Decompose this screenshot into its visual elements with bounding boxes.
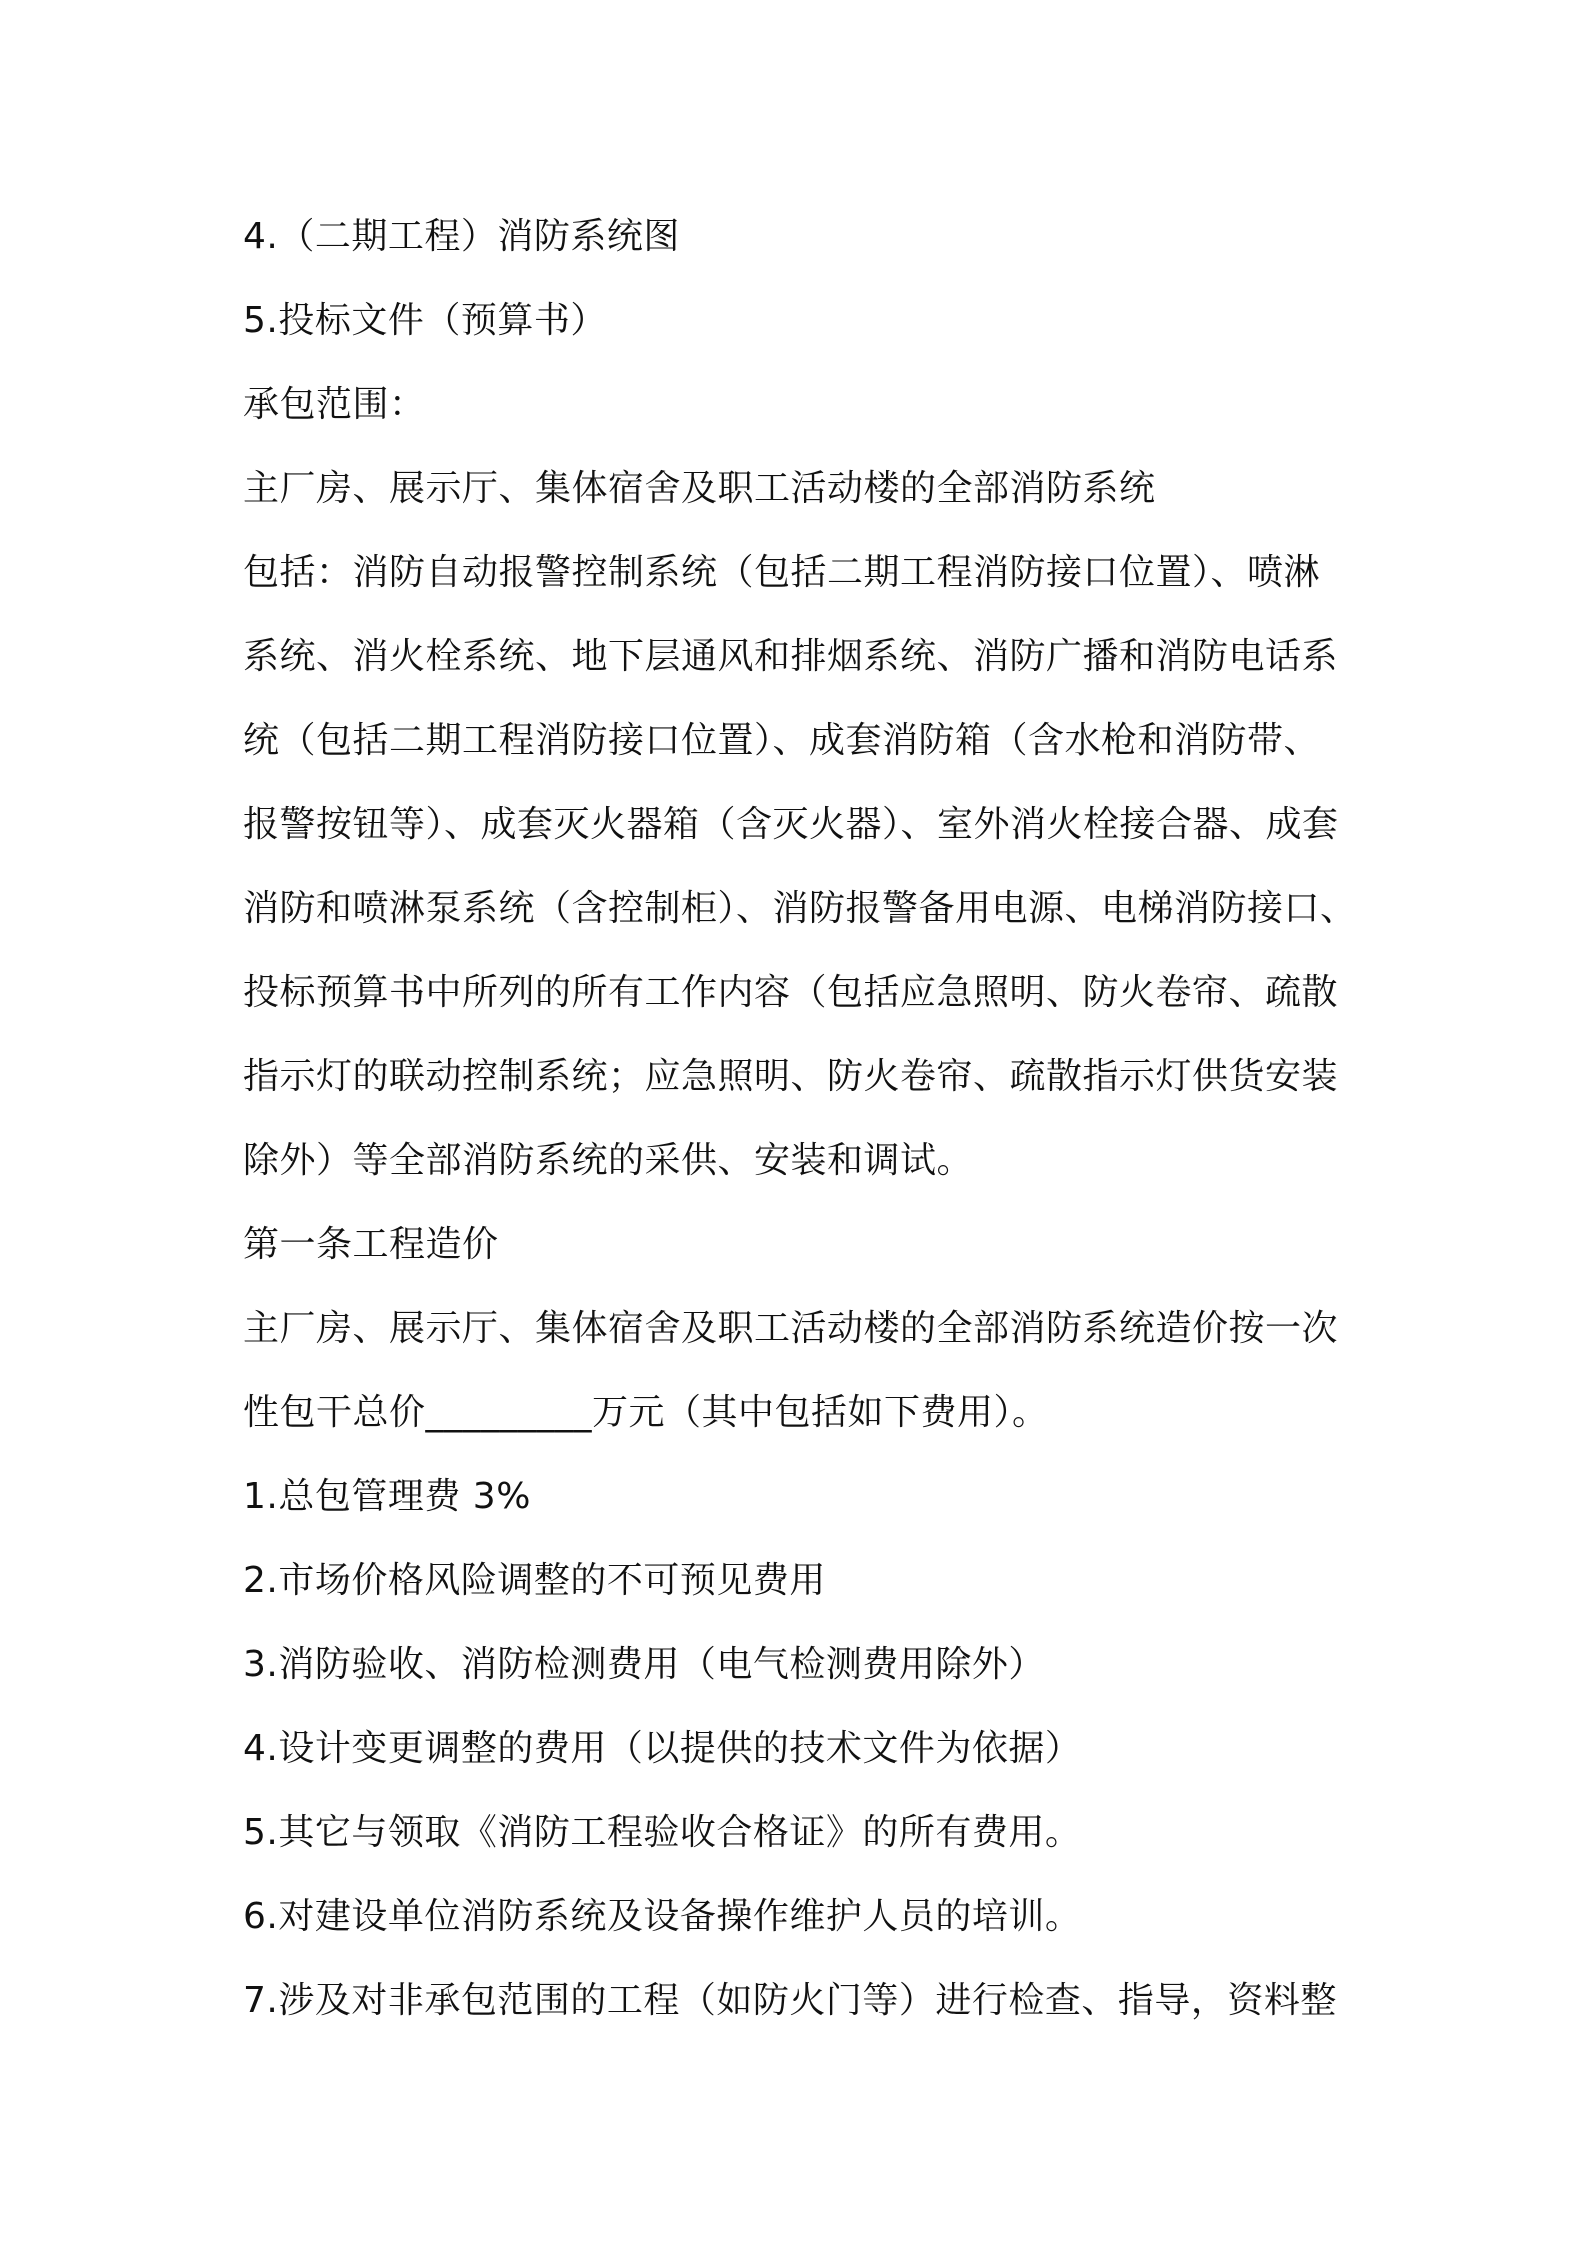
text-line: 指示灯的联动控制系统；应急照明、防火卷帘、疏散指示灯供货安装: [243, 1056, 1339, 1097]
text-line: 除外）等全部消防系统的采供、安装和调试。: [243, 1140, 974, 1181]
text-line: 主厂房、展示厅、集体宿舍及职工活动楼的全部消防系统造价按一次: [243, 1308, 1339, 1349]
text-line: 5.投标文件（预算书）: [243, 300, 607, 341]
text-line: 4.（二期工程）消防系统图: [243, 216, 680, 257]
text-line: 系统、消火栓系统、地下层通风和排烟系统、消防广播和消防电话系: [243, 636, 1339, 677]
text-line: 主厂房、展示厅、集体宿舍及职工活动楼的全部消防系统: [243, 468, 1156, 509]
text-line: 统（包括二期工程消防接口位置）、成套消防箱（含水枪和消防带、: [243, 720, 1321, 761]
text-line: 报警按钮等）、成套灭火器箱（含灭火器）、室外消火栓接合器、成套: [243, 804, 1339, 845]
document-body: [243, 195, 1373, 2043]
text-line: 投标预算书中所列的所有工作内容（包括应急照明、防火卷帘、疏散: [243, 972, 1339, 1013]
text-line: 包括：消防自动报警控制系统（包括二期工程消防接口位置）、喷淋: [243, 552, 1321, 593]
list-item: 1.总包管理费 3%: [243, 1476, 531, 1517]
section-heading: 第一条工程造价: [243, 1224, 499, 1265]
list-item: 5.其它与领取《消防工程验收合格证》的所有费用。: [243, 1812, 1082, 1853]
list-item: 3.消防验收、消防检测费用（电气检测费用除外）: [243, 1644, 1045, 1685]
text-line: 承包范围：: [243, 384, 426, 425]
list-item: 4.设计变更调整的费用（以提供的技术文件为依据）: [243, 1728, 1082, 1769]
list-item: 7.涉及对非承包范围的工程（如防火门等）进行检查、指导，资料整: [243, 1980, 1337, 2021]
list-item: 6.对建设单位消防系统及设备操作维护人员的培训。: [243, 1896, 1082, 1937]
list-item: 2.市场价格风险调整的不可预见费用: [243, 1560, 826, 1601]
text-line: 消防和喷淋泵系统（含控制柜）、消防报警备用电源、电梯消防接口、: [243, 888, 1357, 929]
text-line: 性包干总价_________万元（其中包括如下费用）。: [243, 1392, 1049, 1433]
